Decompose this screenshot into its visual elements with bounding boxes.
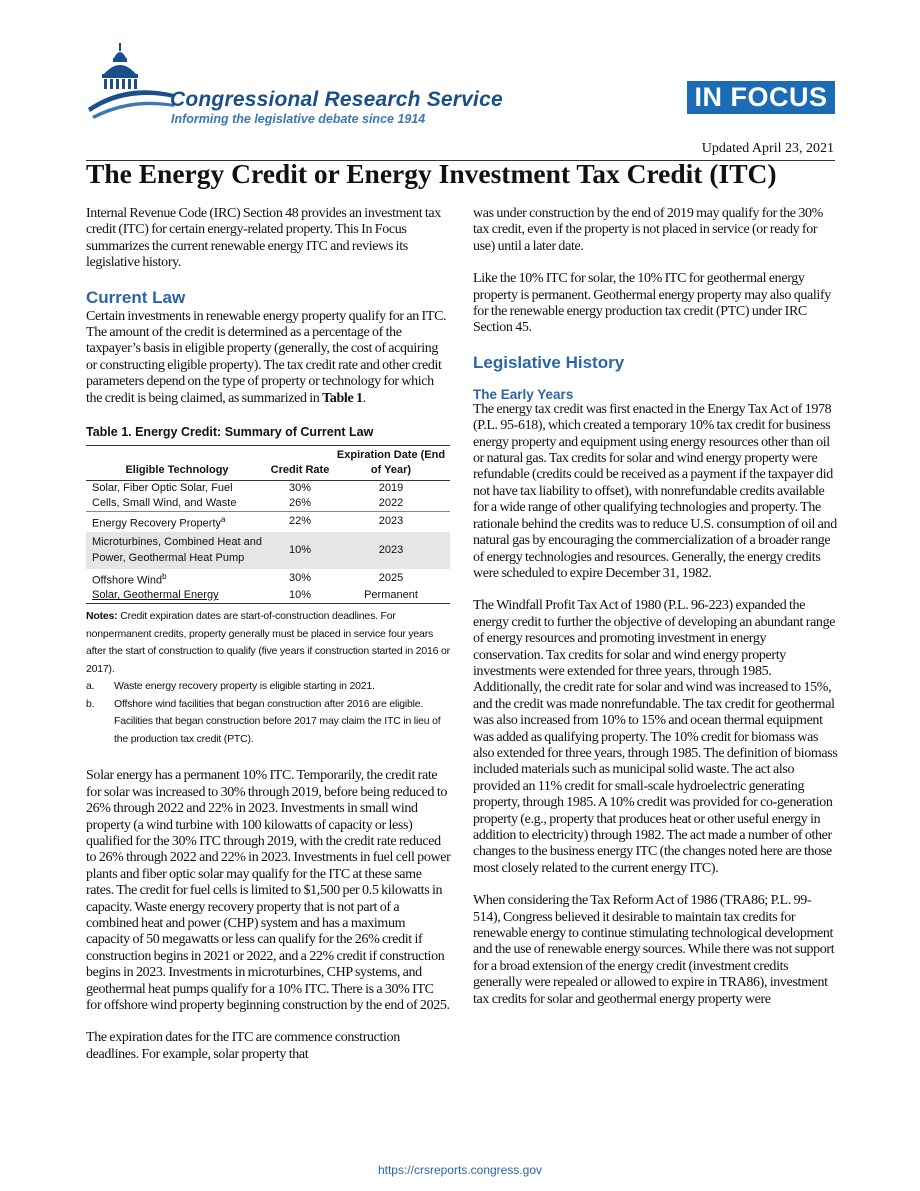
table-row [86,496,450,512]
cell-technology: Cells, Small Wind, and Waste [86,496,268,512]
summary-table [86,445,450,604]
continued-paragraph: was under construction by the end of 2019 may qualify for the 30% tax credit, even if the property is not placed in service (or ready for use) until a later date. [473,206,823,254]
cell-expiration: Permanent [364,589,418,602]
table-notes: Notes: Credit expiration dates are start-of-construction deadlines. For nonpermanent credits, property generally must be placed in service four years after the start of construction to qualify (five years if construction started in 2016 or 2017). [86,610,450,675]
table-row [86,512,450,532]
cell-expiration: 2019 [378,482,404,495]
early-years-heading: The Early Years [473,386,574,402]
col-header-technology: Eligible Technology [125,464,229,477]
current-law-paragraph: Certain investments in renewable energy property qualify for an ITC. The amount of the credit is determined as a percentage of the taxpayer’s basis in eligible property (generally, the cost of acquiring or constructing eligible property). The tax credit rate and other credit parameters depend on the type of property or technology for which the credit is being claimed, as summarized in Table 1. [86,308,447,406]
cell-rate: 30% [288,572,312,585]
cell-expiration: 2023 [378,515,404,528]
table-footnote: a. Waste energy recovery property is eligible starting in 2021. [86,680,375,693]
in-focus-badge: IN FOCUS [687,81,835,114]
expiration-paragraph: The expiration dates for the ITC are commence construction deadlines. For example, solar property that [86,1030,400,1062]
cell-expiration: 2023 [332,532,450,569]
updated-date: Updated April 23, 2021 [701,141,834,156]
org-name: Congressional Research Service [170,88,503,111]
windfall-paragraph: The Windfall Profit Tax Act of 1980 (P.L. 96-223) expanded the energy credit to further the objective of developing an abundant range of energy resources and promoting investment in energy conservation. Tax credits for solar and wind energy property investments were extended for three years, through 1985. Additionally, the credit rate for solar and wind was increased to 15%, and the credit was made nonrefundable. The tax credit for geothermal was also increased from 10% to 15% and ocean thermal equipment was added as qualifying property. The 10% credit for biomass was also extended for three years, through 1985. The definition of biomass included materials such as municipal solid waste. The act also provided an 11% credit for small-scale hydroelectric generating property, through 1985. A 10% credit was provided for co-generation property (e.g., property that produces heat or other useful energy in addition to electricity) through 1982. The act made a number of other changes to the business energy ITC (the changes noted here are those most closely related to the current energy ITC). [473,598,838,876]
tra86-paragraph: When considering the Tax Reform Act of 1986 (TRA86; P.L. 99-514), Congress believed it desirable to maintain tax credits for renewable energy to continue stimulating technological development and the use of renewable energy sources. While there was not support for a broad extension of the energy credit (investment credits generally were repealed or allowed to expire in TRA86), investment tax credits for solar and geothermal energy property were [473,893,835,1007]
solar-paragraph: Solar energy has a permanent 10% ITC. Temporarily, the credit rate for solar was increased to 30% through 2019, before being reduced to 26% through 2022 and 22% in 2023. Investments in small wind property (a wind turbine with 100 kilowatts of capacity or less) qualified for the 30% ITC through 2019, with the credit rate reduced to 26% through 2022 and 22% in 2023. Investments in fuel cell power plants and fiber optic solar may qualify for the ITC at these same rates. The credit for fuel cells is limited to $1,500 per 0.5 kilowatts in capacity. Waste energy recovery property that is not part of a combined heat and power (CHP) system and has a maximum capacity of 50 megawatts or less can qualify for the 26% credit if construction begins in 2021 or 2022, and a 22% credit if construction begins in 2023. Investments in microturbines, CHP systems, and geothermal heat pumps qualify for a 10% ITC. There is a 30% ITC for offshore wind property beginning construction by the end of 2025. [86,768,451,1014]
legislative-history-heading: Legislative History [473,352,625,372]
cell-technology: Solar, Geothermal Energy [92,589,219,602]
cell-rate: 10% [288,589,312,602]
col-header-expiration: Expiration Date (End of Year) [336,449,446,477]
cell-technology: Energy Recovery Property$^a$ [92,515,226,530]
current-law-heading: Current Law [86,287,186,307]
cell-technology: Offshore Wind$^b$ [92,571,167,587]
table-reference: Table 1 [322,390,363,406]
cell-rate: 30% [288,482,312,495]
capitol-dome-logo [86,40,176,120]
cell-expiration: 2022 [332,496,450,512]
cell-technology: Solar, Fiber Optic Solar, Fuel [92,482,233,495]
intro-paragraph: Internal Revenue Code (IRC) Section 48 provides an investment tax credit (ITC) for certain energy-related property. This In Focus summarizes the current renewable energy ITC and reviews its legislative history. [86,206,441,271]
org-tagline: Informing the legislative debate since 1914 [171,112,426,126]
table-title: Table 1. Energy Credit: Summary of Current Law [86,425,374,440]
early-years-paragraph: The energy tax credit was first enacted in the Energy Tax Act of 1978 (P.L. 95-618), which created a temporary 10% tax credit for business energy property and equipment using energy resources other than oil or natural gas. Tax credits for solar and wind energy property were refundable (credits could be received as a payment if the taxpayer did not have tax liability to offset), with nonrefundable credits available for a wide range of other qualifying technologies and property. The rationale behind the credits was to reduce U.S. consumption of oil and natural gas by encouraging the commercialization of a broader range of energy technologies and resources. Generally, the energy credits were scheduled to expire December 31, 1982. [473,401,837,581]
cell-expiration: 2025 [378,572,404,585]
cell-rate: 22% [288,515,312,528]
table-row [86,481,450,497]
table-row [86,532,450,569]
left-column [86,206,451,1079]
right-column [473,206,838,1024]
table-row [86,588,450,604]
footer-url-link[interactable]: https://crsreports.congress.gov [377,1163,543,1177]
cell-technology: Microturbines, Combined Heat and Power, Geothermal Heat Pump [86,532,268,569]
table-footnote: b. Offshore wind facilities that began construction after 2016 are eligible. Facilities that began construction before 2017 may claim the ITC in lieu of the production tax credit (PTC). [86,697,441,745]
geothermal-paragraph: Like the 10% ITC for solar, the 10% ITC for geothermal energy property is permanent. Geothermal energy property may also qualify for the renewable energy production tax credit (PTC) under IRC Section 45. [473,271,831,336]
col-header-rate: Credit Rate [270,464,330,477]
page-title: The Energy Credit or Energy Investment Tax Credit (ITC) [86,158,777,189]
table-row [86,569,450,589]
cell-rate: 10% [268,532,332,569]
cell-rate: 26% [268,496,332,512]
